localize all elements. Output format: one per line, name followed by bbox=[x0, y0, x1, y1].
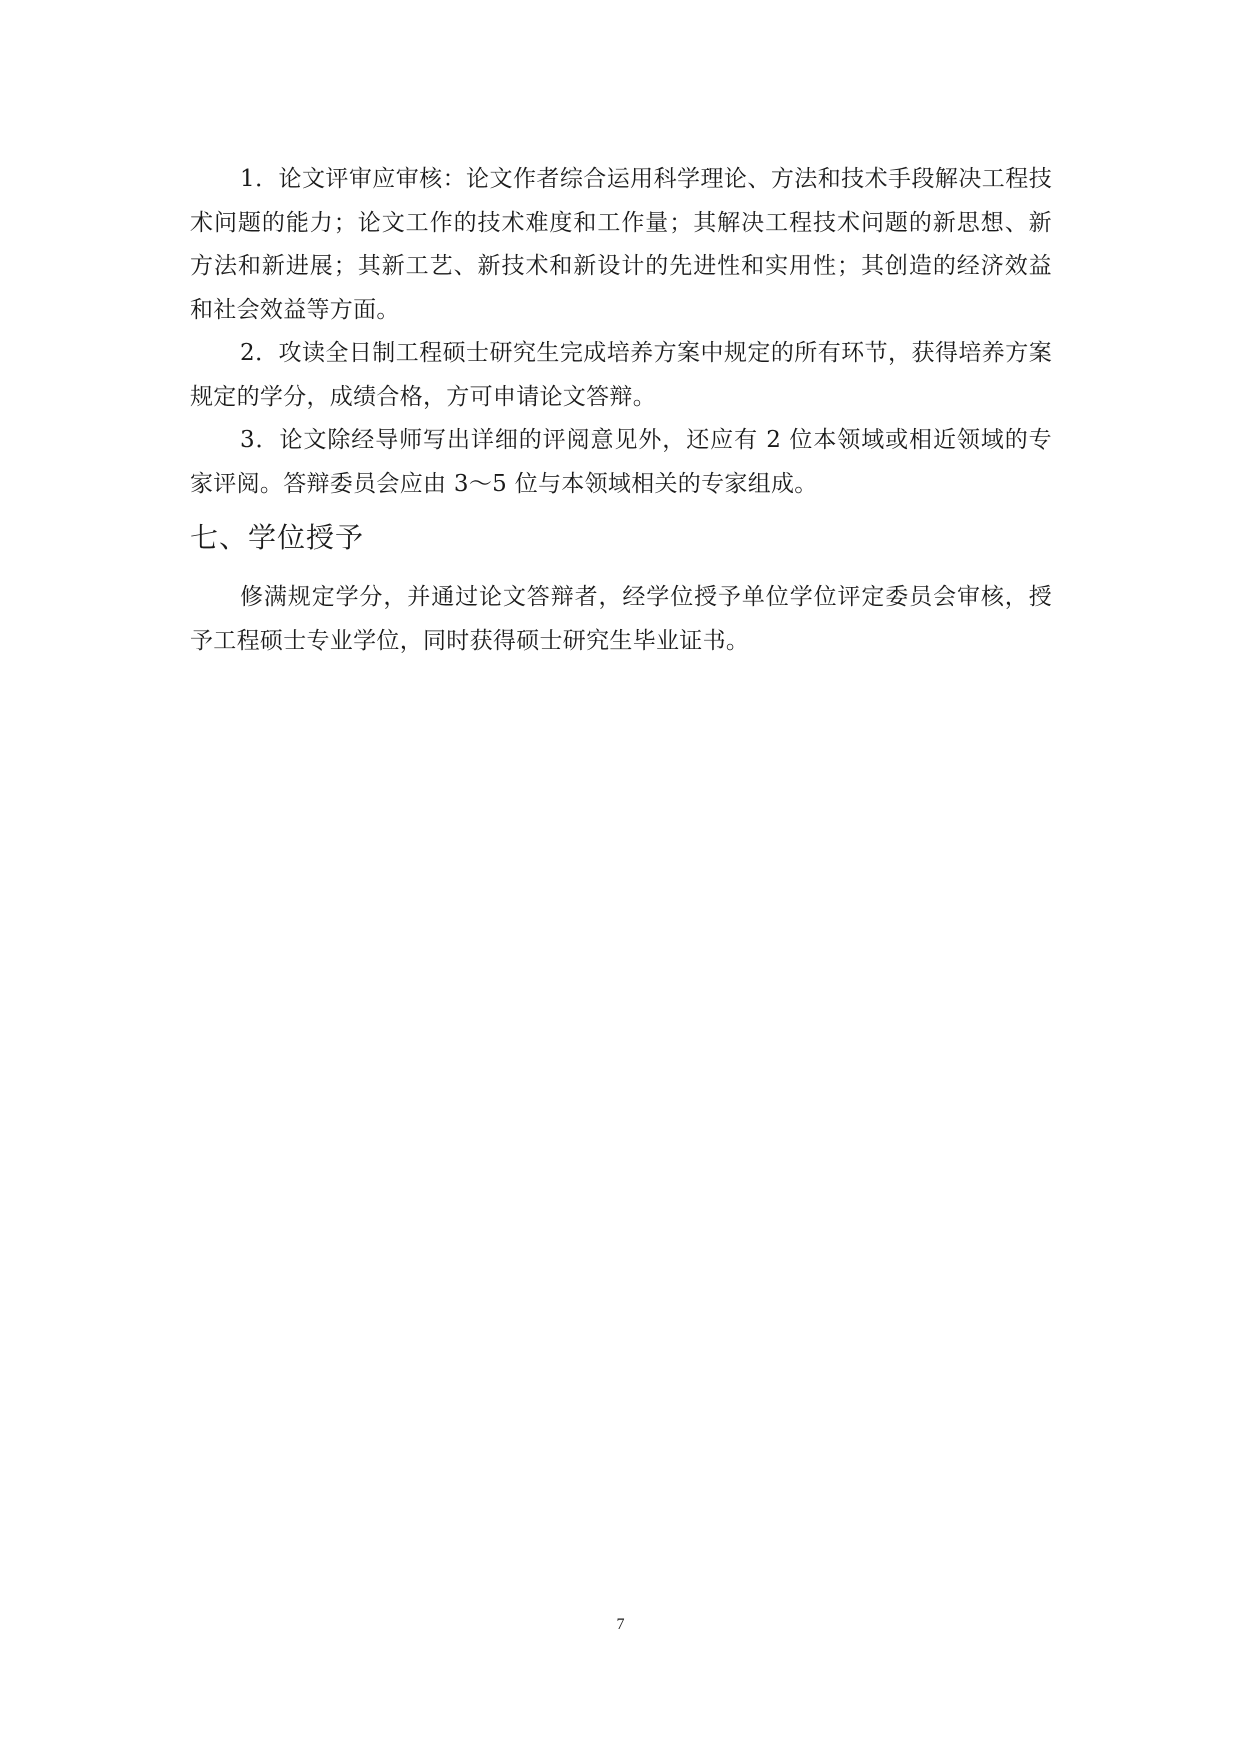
paragraph-expert-review: 3．论文除经导师写出详细的评阅意见外，还应有 2 位本领域或相近领域的专家评阅。答辩委员会应由 3～5 位与本领域相关的专家组成。 bbox=[190, 427, 1052, 497]
paragraph-thesis-review: 1．论文评审应审核：论文作者综合运用科学理论、方法和技术手段解决工程技术问题的能力；论文工作的技术难度和工作量；其解决工程技术问题的新思想、新方法和新进展；其新工艺、新技术和新设计的先进性和实用性；其创造的经济效益和社会效益等方面。 bbox=[190, 166, 1052, 323]
paragraph-degree-conferral: 修满规定学分，并通过论文答辩者，经学位授予单位学位评定委员会审核，授予工程硕士专业学位，同时获得硕士研究生毕业证书。 bbox=[190, 584, 1052, 654]
page-content bbox=[190, 158, 1052, 663]
paragraph-defense-eligibility: 2．攻读全日制工程硕士研究生完成培养方案中规定的所有环节，获得培养方案规定的学分，成绩合格，方可申请论文答辩。 bbox=[190, 340, 1052, 410]
section-heading-degree-conferral: 七、学位授予 bbox=[190, 521, 365, 554]
page-number: 7 bbox=[616, 1616, 625, 1633]
